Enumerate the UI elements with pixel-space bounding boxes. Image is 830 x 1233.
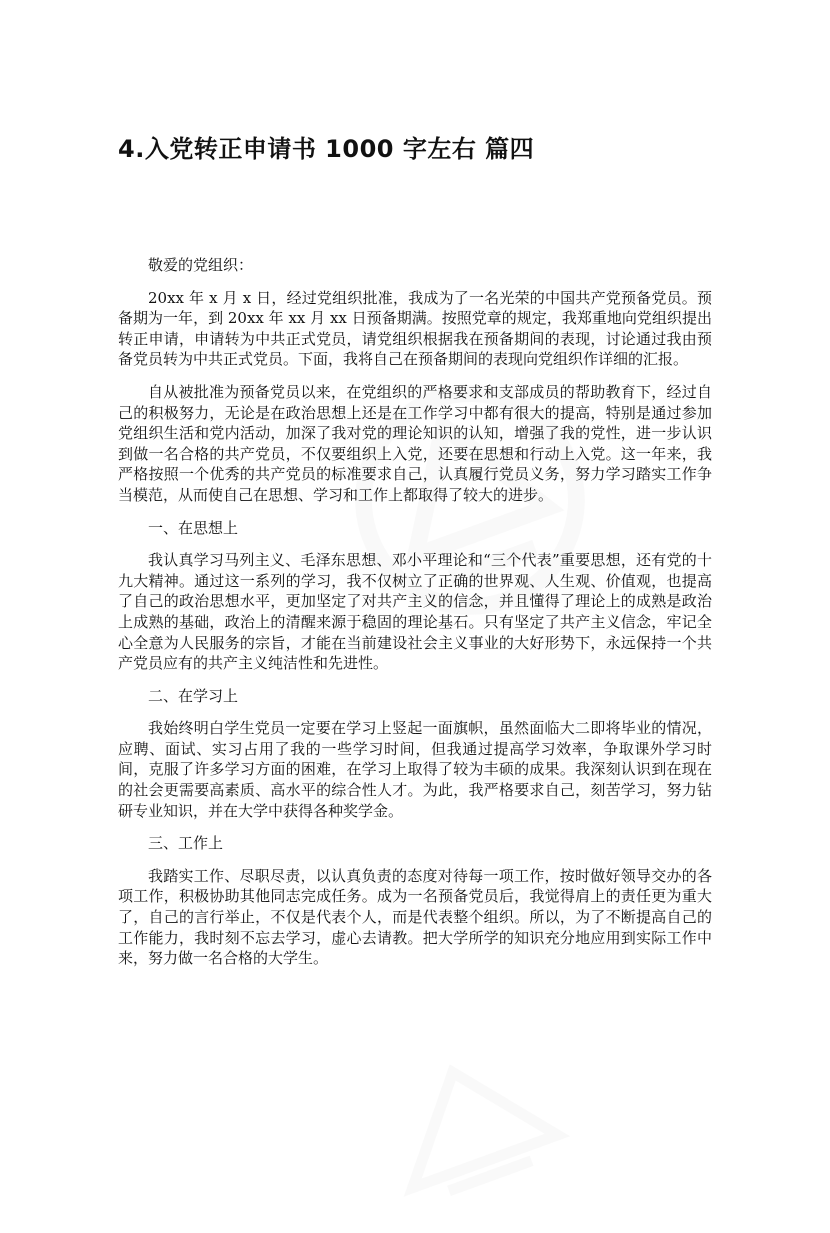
watermark-graphic-bottom bbox=[339, 1007, 600, 1233]
section-text-work: 我踏实工作、尽职尽责，以认真负责的态度对待每一项工作，按时做好领导交办的各项工作，积极协助其他同志完成任务。成为一名预备党员后，我觉得肩上的责任更为重大了，自己的言行举止，不仅是代表个人，而是代表整个组织。所以，为了不断提高自己的工作能力，我时刻不忘去学习，虚心去请教。把大学所学的知识充分地应用到实际工作中来，努力做一名合格的大学生。 bbox=[118, 866, 712, 968]
paragraph-2: 自从被批准为预备党员以来，在党组织的严格要求和支部成员的帮助教育下，经过自己的积极努力，无论是在政治思想上还是在工作学习中都有很大的提高，特别是通过参加党组织生活和党内活动，加深了我对党的理论知识的认知，增强了我的党性，进一步认识到做一名合格的共产党员，不仅要组织上入党，还要在思想和行动上入党。这一年来，我严格按照一个优秀的共产党员的标准要求自己，认真履行党员义务，努力学习踏实工作争当模范，从而使自己在思想、学习和工作上都取得了较大的进步。 bbox=[118, 382, 712, 504]
section-heading-work: 三、工作上 bbox=[148, 834, 224, 853]
section-text-study: 我始终明白学生党员一定要在学习上竖起一面旗帜，虽然面临大二即将毕业的情况，应聘、面试、实习占用了我的一些学习时间，但我通过提高学习效率，争取课外学习时间，克服了许多学习方面的困难，在学习上取得了较为丰硕的成果。我深刻认识到在现在的社会更需要高素质、高水平的综合性人才。为此，我严格要求自己，刻苦学习，努力钻研专业知识，并在大学中获得各种奖学金。 bbox=[118, 719, 712, 820]
letter-body bbox=[118, 255, 712, 969]
paragraph-1: 20xx 年 x 月 x 日，经过党组织批准，我成为了一名光荣的中国共产党预备党员。预备期为一年，到 20xx 年 xx 月 xx 日预备期满。按照党章的规定，我郑重地向党组织提出转正申请，申请转为中共正式党员，请党组织根据我在预备期间的表现，讨论通过我由预备党员转为中共正式党员。下面，我将自己在预备期间的表现向党组织作详细的汇报。 bbox=[118, 288, 712, 369]
document-title: 4.入党转正申请书 1000 字左右 篇四 bbox=[118, 135, 535, 163]
section-heading-study: 二、在学习上 bbox=[148, 686, 239, 705]
section-text-thought: 我认真学习马列主义、毛泽东思想、邓小平理论和“三个代表”重要思想，还有党的十九大精神。通过这一系列的学习，我不仅树立了正确的世界观、人生观、价值观，也提高了自己的政治思想水平，更加坚定了对共产主义的信念，并且懂得了理论上的成熟是政治上成熟的基础，政治上的清醒来源于稳固的理论基石。只有坚定了共产主义信念，牢记全心全意为人民服务的宗旨，才能在当前建设社会主义事业的大好形势下，永远保持一个共产党员应有的共产主义纯洁性和先进性。 bbox=[118, 551, 712, 673]
section-heading-thought: 一、在思想上 bbox=[148, 518, 239, 537]
salutation: 敬爱的党组织： bbox=[148, 256, 254, 274]
document-page bbox=[118, 132, 712, 981]
